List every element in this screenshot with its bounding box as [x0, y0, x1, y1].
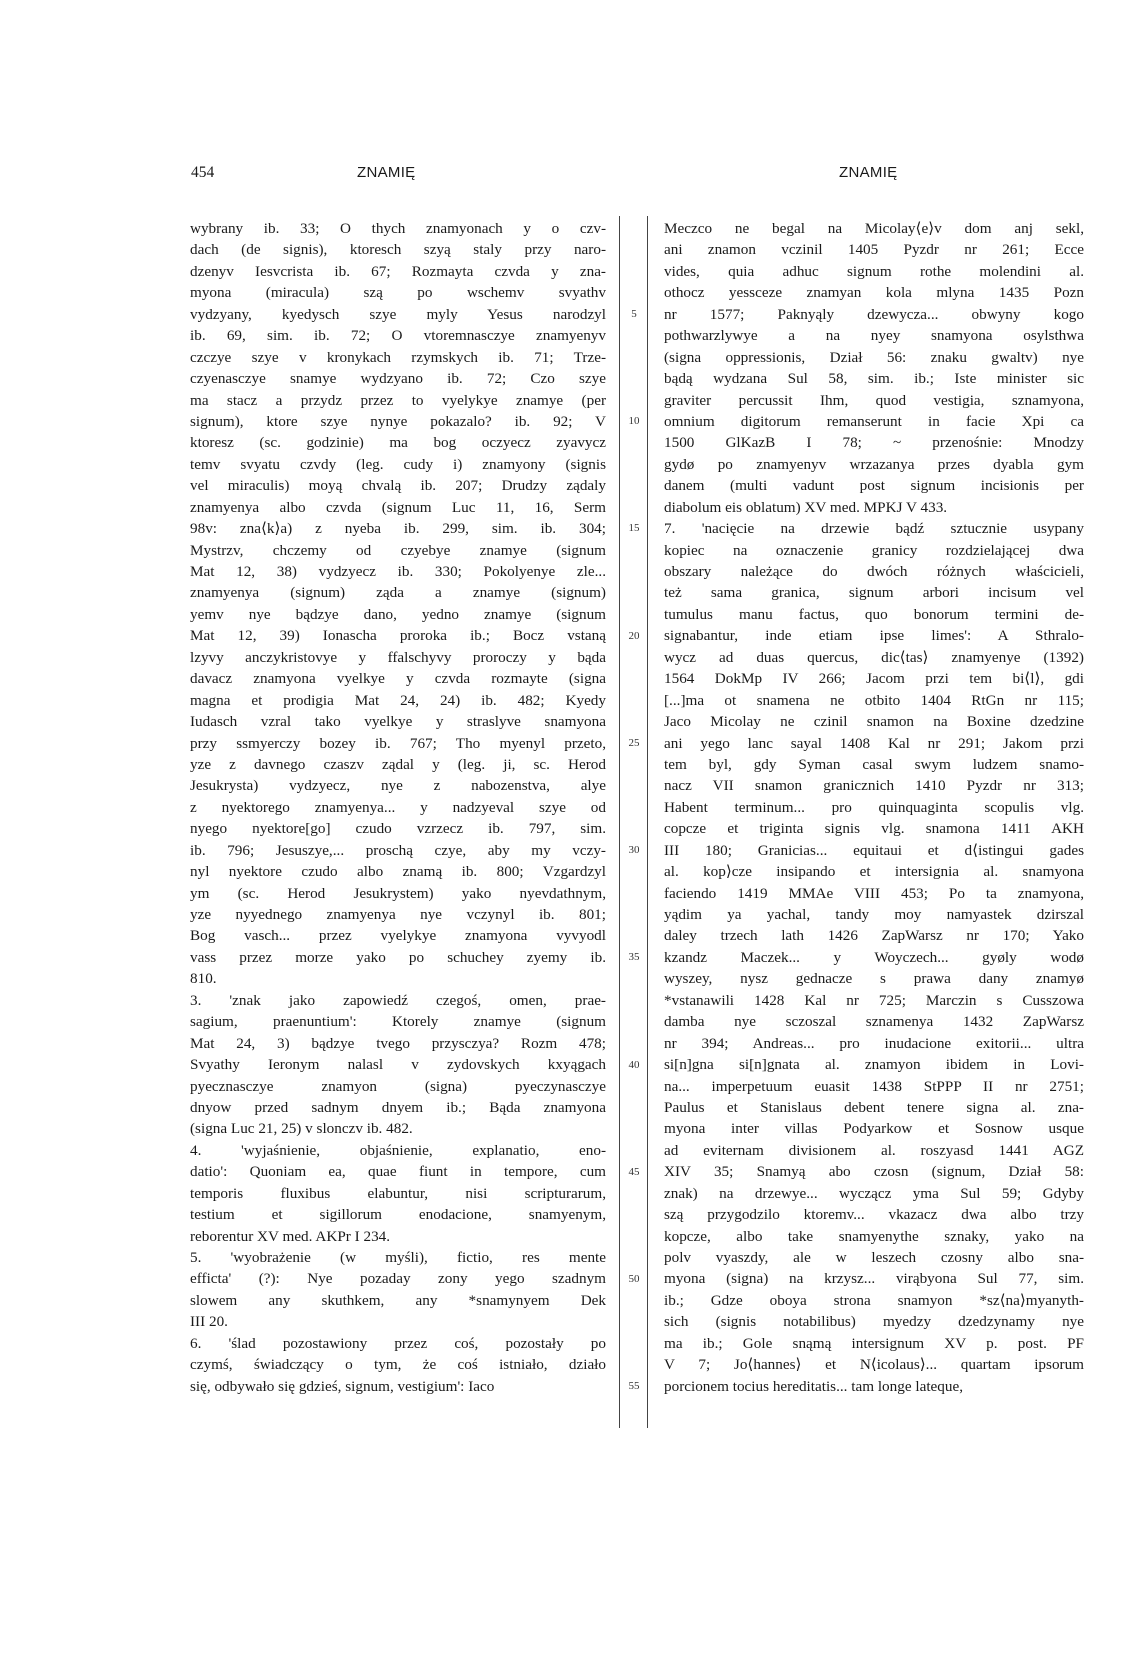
line-number: 20 [628, 629, 640, 642]
text-line: znak) na drzewye... wyczącz yma Sul 59; Gdyby [664, 1184, 1084, 1202]
text-line: ib. 796; Jesuszye,... proschą czye, aby my vczy- [190, 841, 606, 859]
text-line: pyecznasczye znamyon (signa) pyeczynasczye [190, 1077, 606, 1095]
text-line: myona (miracula) szą po wschemv svyathv [190, 284, 606, 302]
text-line: myona (signa) na krzysz... virąbyona Sul 77, sim. [664, 1270, 1084, 1288]
text-line: yądim ya yachal, tandy moy namyastek dzirszal [664, 906, 1084, 923]
line-number: 15 [628, 522, 640, 535]
text-line: wybrany ib. 33; O thych znamyonach y o czv- [190, 220, 606, 237]
text-line: czymś, świadczący o tym, że coś istniało, działo [190, 1356, 606, 1374]
right-running-head: ZNAMIĘ [839, 164, 898, 181]
text-line: Mat 12, 38) vydzyecz ib. 330; Pokolyenye zle... [190, 563, 606, 580]
line-number: 55 [628, 1380, 640, 1393]
text-line: yze z davnego czaszv ządal y (leg. ji, sc. Herod [190, 755, 606, 773]
text-line: znamyenya albo czvda (signum Luc 11, 16, Serm [190, 498, 606, 516]
text-line: dach (de signis), ktoresch szyą staly przy naro- [190, 241, 606, 259]
text-line: (signa oppressionis, Dział 56: znaku gwaltv) nye [664, 348, 1084, 366]
text-line: vides, quia adhuc signum rothe molendini al. [664, 262, 1084, 280]
text-line: wycz ad duas quercus, dic⟨tas⟩ znamyenye (1392) [664, 648, 1084, 666]
text-line: III 180; Granicias... equitaui et d⟨istingui gades [664, 841, 1084, 859]
text-line: damba nye sczoszal sznamenya 1432 ZapWarsz [664, 1013, 1084, 1031]
text-line: yze nyyednego znamyenya nye vczynyl ib. 801; [190, 906, 606, 923]
text-line: gydø po znamyenyv wrzazanya przes dyabla gym [664, 455, 1084, 473]
text-line: testium et sigillorum enodacione, snamyenym, [190, 1206, 606, 1224]
right-column [664, 218, 1084, 1397]
text-line: kopcze, albo take snamyenythe sznaky, yako na [664, 1227, 1084, 1245]
text-line: 6. 'ślad pozostawiony przez coś, pozostały po [190, 1334, 606, 1352]
text-line: signum), ktore szye nynye pokazalo? ib. 92; V [190, 412, 606, 430]
text-line: V 7; Jo⟨hannes⟩ et N⟨icolaus⟩... quartam ipsorum [664, 1356, 1084, 1374]
text-line: reborentur XV med. AKPr I 234. [190, 1227, 391, 1245]
text-line: czczye szye v kronykach rzymskych ib. 71; Trze- [190, 348, 606, 366]
column-divider-left [619, 216, 620, 1428]
column-divider-right [647, 216, 648, 1428]
text-line: *vstanawili 1428 Kal nr 725; Marczin s Cusszowa [664, 991, 1084, 1009]
text-line: davacz znamyona vyelkye y czvda rozmayte (signa [190, 670, 606, 688]
line-number: 40 [628, 1058, 640, 1071]
text-line: nyl nyektore czudo albo znamą ib. 800; Vzgardzyl [190, 863, 606, 881]
text-line: slowem any skuthkem, any *snamynyem Dek [190, 1291, 606, 1309]
text-line: obszary należące do dwóch różnych właścicieli, [664, 563, 1084, 580]
text-line: kopiec na oznaczenie granicy rozdzielającej dwa [664, 541, 1084, 559]
text-line: wyszey, nysz gednacze s prawa dany znamyø [664, 970, 1084, 988]
text-line: Mystrzv, chczemy od czyebye znamye (signum [190, 541, 606, 559]
text-line: 3. 'znak jako zapowiedź czegoś, omen, prae- [190, 991, 606, 1009]
text-line: pothwarzlywye a na nyey snamyona osylsthwa [664, 327, 1084, 345]
left-column [190, 218, 606, 1397]
text-line: faciendo 1419 MMAe VIII 453; Po ta znamyona, [664, 884, 1084, 902]
text-line: ma stacz a przydz przez to vyelykye znamye (per [190, 391, 606, 409]
text-line: nyego nyektore[go] czudo vzrzecz ib. 797, sim. [190, 820, 606, 838]
text-line: danem (multi vadunt post signum incisionis per [664, 477, 1084, 495]
text-line: daley trzech lath 1426 ZapWarsz nr 170; Yako [664, 927, 1084, 945]
text-line: ib.; Gdze oboya strona snamyon *sz⟨na⟩myanyth- [664, 1291, 1084, 1309]
text-line: dzenyv Iesvcrista ib. 67; Rozmayta czvda y zna- [190, 262, 606, 280]
text-line: si[n]gna si[n]gnata al. znamyon ibidem in Lovi- [664, 1056, 1084, 1074]
text-line: sagium, praenuntium': Ktorely znamye (signum [190, 1013, 606, 1031]
text-line: ma ib.; Gole snąmą intersignum XV p. post. PF [664, 1334, 1084, 1352]
text-line: temporis fluxibus elabuntur, nisi scripturarum, [190, 1184, 606, 1202]
text-line: ib. 69, sim. ib. 72; O vtoremnasczye znamyenyv [190, 327, 606, 345]
line-number: 45 [628, 1165, 640, 1178]
line-number: 50 [628, 1273, 640, 1286]
text-line: 1564 DokMp IV 266; Jacom przi tem bi⟨l⟩, gdi [664, 670, 1084, 688]
text-line: szą przygodzilo ktoremv... vkazacz dwa albo trzy [664, 1206, 1084, 1224]
text-line: polv vyaszdy, ale w leszech czosny albo sna- [664, 1249, 1084, 1266]
text-line: 1500 GlKazB I 78; ~ przenośnie: Mnodzy [664, 434, 1084, 452]
text-line: datio': Quoniam ea, quae fiunt in tempore, cum [190, 1163, 606, 1181]
text-line: yemv nye bądzye dano, yedno znamye (signum [190, 605, 606, 623]
text-line: ani znamon vczinil 1405 Pyzdr nr 261; Ecce [664, 241, 1084, 259]
text-line: 98v: zna⟨k⟩a) z nyeba ib. 299, sim. ib. 304; [190, 520, 606, 538]
text-line: ani yego lanc sayal 1408 Kal nr 291; Jakom przi [664, 734, 1084, 752]
page-number: 454 [191, 164, 215, 181]
text-line: nr 394; Andreas... pro inudacione exitorii... ultra [664, 1034, 1084, 1052]
text-line: al. kop⟩cze insipando et intersignia al. snamyona [664, 863, 1084, 881]
line-number: 35 [628, 951, 640, 964]
text-line: [...]ma ot snamena ne otbito 1404 RtGn nr 115; [664, 691, 1084, 709]
text-line: 810. [190, 970, 217, 988]
text-line: Jaco Micolay ne czinil snamon na Boxine dzedzine [664, 713, 1084, 731]
text-line: sich (signis notabilibus) myedzy dzedzynamy nye [664, 1313, 1084, 1331]
text-line: porcionem tocius hereditatis... tam longe lateque, [664, 1377, 964, 1395]
text-line: 7. 'nacięcie na drzewie bądź sztucznie usypany [664, 520, 1084, 538]
text-line: ad eviternam divisionem al. roszyasd 1441 AGZ [664, 1141, 1084, 1159]
text-line: nr 1577; Paknyąly dzewycza... obwyny kogo [664, 305, 1084, 323]
text-line: lzyvy anczykristovye y ffalschyvy proroczy y bąda [190, 648, 606, 666]
text-line: vel miraculis) moyą chvalą ib. 207; Drudzy ządaly [190, 477, 606, 495]
text-line: 4. 'wyjaśnienie, objaśnienie, explanatio, eno- [190, 1141, 606, 1159]
text-line: też sama granica, signum arbori incisum vel [664, 584, 1084, 602]
text-line: Mat 24, 3) bądzye tvego przysczya? Rozm 478; [190, 1034, 606, 1052]
line-number: 30 [628, 844, 640, 857]
text-line: omnium digitorum remanserunt in facie Xpi ca [664, 412, 1084, 430]
text-line: przy ssmyerczy bozey ib. 767; Tho myenyl przeto, [190, 734, 606, 752]
text-line: czyenasczye snamye wydzyano ib. 72; Czo szye [190, 370, 606, 388]
text-line: tem byl, gdy Syman casal swym ludzem snamo- [664, 755, 1084, 773]
text-line: III 20. [190, 1313, 228, 1331]
text-line: Bog vasch... przez vyelykye znamyona vyvyodl [190, 927, 606, 945]
text-line: z nyektorego znamyenya... y nadzyeval szye od [190, 798, 606, 816]
text-line: graviter percussit Ihm, quod vestigia, sznamyona, [664, 391, 1084, 409]
text-line: temv svyatu czvdy (leg. cudy i) znamyony (signis [190, 455, 606, 473]
text-line: diabolum eis oblatum) XV med. MPKJ V 433. [664, 498, 948, 516]
text-line: Paulus et Stanislaus debent tenere signa al. zna- [664, 1098, 1084, 1116]
text-line: Svyathy Ieronym nalasl v zydovskych kxyągach [190, 1056, 606, 1074]
text-line: magna et prodigia Mat 24, 24) ib. 482; Kyedy [190, 691, 606, 709]
text-line: tumulus manu factus, quo bonorum termini de- [664, 605, 1084, 623]
text-line: vass przez morze yako po schuchey zyemy ib. [190, 948, 606, 966]
text-line: myona inter villas Podyarkow et Sosnow usque [664, 1120, 1084, 1138]
text-line: vydzyany, kyedysch szye myly Yesus narodzyl [190, 305, 606, 323]
text-line: Habent terminum... pro quinquaginta scopulis vlg. [664, 798, 1084, 816]
text-line: nacz VII snamon granicznich 1410 Pyzdr nr 313; [664, 777, 1084, 795]
line-number: 5 [631, 307, 637, 320]
text-line: ym (sc. Herod Jesukrystem) yako nyevdathnym, [190, 884, 606, 902]
text-line: othocz yessceze znamyan kola mlyna 1435 Pozn [664, 284, 1084, 302]
text-line: 5. 'wyobrażenie (w myśli), fictio, res mente [190, 1249, 606, 1266]
text-line: Mat 12, 39) Ionascha proroka ib.; Bocz vstaną [190, 627, 606, 645]
text-line: (signa Luc 21, 25) v slonczv ib. 482. [190, 1120, 413, 1138]
left-running-head: ZNAMIĘ [357, 164, 416, 181]
text-line: ktoresz (sc. godzinie) ma bog oczyecz zyavycz [190, 434, 606, 452]
text-line: efficta' (?): Nye pozaday zony yego szadnym [190, 1270, 606, 1288]
text-line: Meczco ne begal na Micolay⟨e⟩v dom anj sekl, [664, 220, 1084, 237]
text-line: bądą wydzana Sul 58, sim. ib.; Iste minister sic [664, 370, 1084, 388]
text-line: signabantur, inde etiam ipse limes': A Sthralo- [664, 627, 1084, 645]
text-line: copcze et triginta signis vlg. snamona 1411 AKH [664, 820, 1084, 838]
text-line: się, odbywało się gdzieś, signum, vestigium': Iaco [190, 1377, 495, 1395]
text-line: Iudasch vzral tako vyelkye y straslyve snamyona [190, 713, 606, 731]
text-line: znamyenya (signum) ząda a znamye (signum) [190, 584, 606, 602]
line-number: 10 [628, 415, 640, 428]
line-number: 25 [628, 736, 640, 749]
text-line: na... imperpetuum euasit 1438 StPPP II nr 2751; [664, 1077, 1084, 1095]
text-line: kzandz Maczek... y Woyczech... gyøly wodø [664, 948, 1084, 966]
text-line: XIV 35; Snamyą abo czosn (signum, Dział 58: [664, 1163, 1084, 1181]
text-line: dnyow przed sadnym dnyem ib.; Bąda znamyona [190, 1098, 606, 1116]
text-line: Jesukrysta) vydzyecz, nye z nabozenstva, alye [190, 777, 606, 795]
